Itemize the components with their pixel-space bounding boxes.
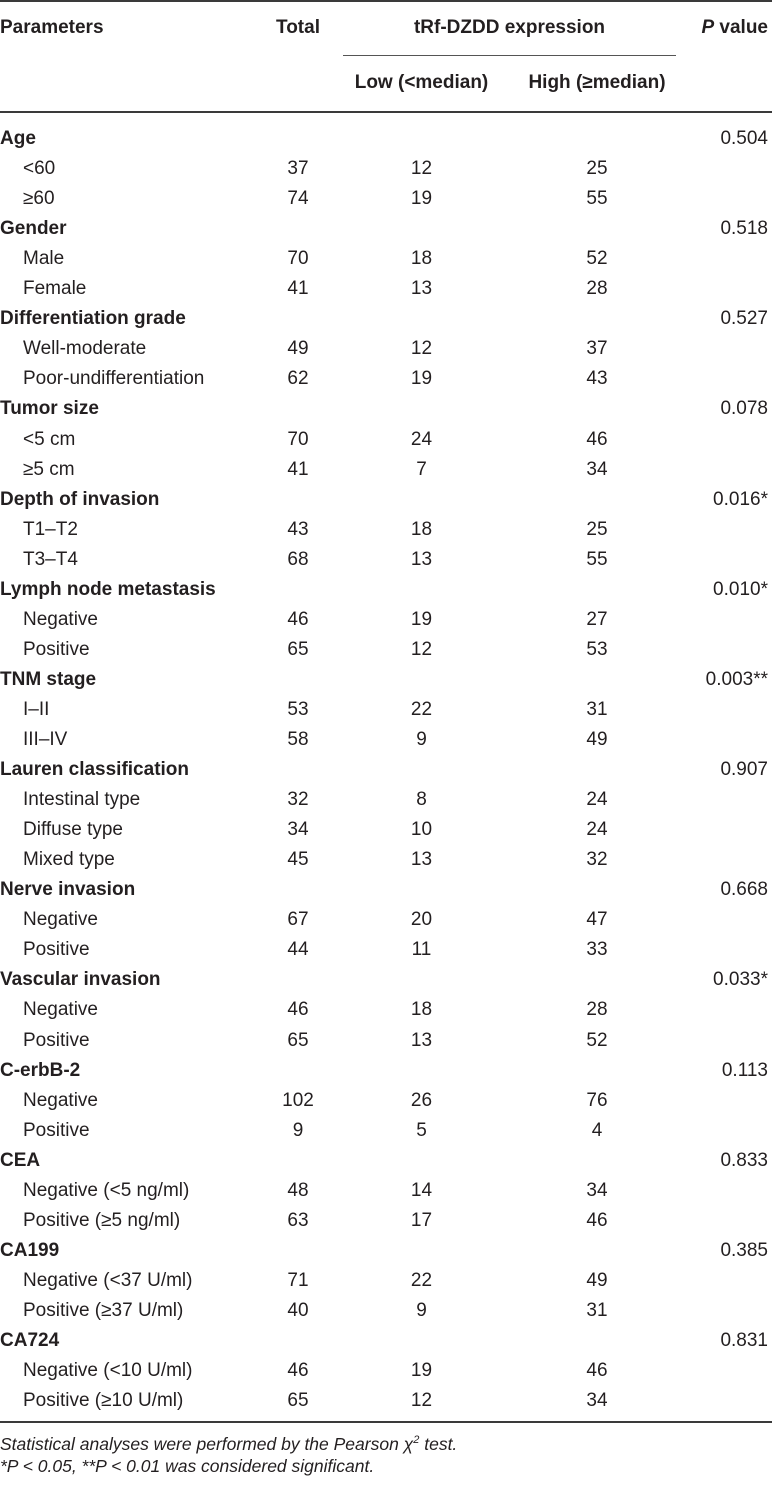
table-group-row bbox=[0, 1326, 772, 1356]
low-cell: 14 bbox=[410, 1179, 433, 1201]
table-row bbox=[0, 455, 772, 485]
row-label: ≥60 bbox=[23, 188, 55, 210]
table-row bbox=[0, 425, 772, 455]
group-label: CEA bbox=[0, 1149, 41, 1171]
footnote-text-after: test. bbox=[419, 1433, 458, 1454]
row-label: Negative bbox=[23, 608, 98, 630]
high-cell: 34 bbox=[586, 458, 608, 480]
total-cell: 46 bbox=[287, 999, 309, 1021]
row-label: Intestinal type bbox=[23, 789, 141, 811]
total-cell: 40 bbox=[287, 1299, 309, 1321]
table-row bbox=[0, 935, 772, 965]
low-cell bbox=[343, 304, 500, 334]
p-value-cell: 0.833 bbox=[720, 1149, 768, 1171]
group-label: Tumor size bbox=[0, 398, 99, 420]
group-label: Nerve invasion bbox=[0, 879, 136, 901]
high-cell bbox=[518, 575, 676, 605]
header-parameters: Parameters bbox=[0, 17, 104, 38]
low-cell: 7 bbox=[416, 458, 427, 480]
header-low: Low (<median) bbox=[354, 72, 489, 93]
p-value-cell: 0.003** bbox=[705, 668, 768, 690]
low-cell: 19 bbox=[410, 368, 433, 390]
high-cell bbox=[518, 1236, 676, 1266]
table-group-row bbox=[0, 1056, 772, 1086]
table-row bbox=[0, 364, 772, 394]
table-row bbox=[0, 1356, 772, 1386]
p-value-cell: 0.527 bbox=[720, 308, 768, 330]
high-cell bbox=[518, 665, 676, 695]
row-label: Positive (≥5 ng/ml) bbox=[23, 1209, 181, 1231]
low-cell: 12 bbox=[410, 338, 433, 360]
table-row bbox=[0, 184, 772, 214]
high-cell: 24 bbox=[586, 789, 608, 811]
high-cell: 53 bbox=[586, 638, 608, 660]
low-cell: 11 bbox=[411, 939, 432, 961]
row-label: Mixed type bbox=[23, 849, 115, 871]
high-cell bbox=[518, 124, 676, 154]
low-cell bbox=[343, 965, 500, 995]
low-cell: 12 bbox=[410, 158, 433, 180]
group-label: CA724 bbox=[0, 1330, 60, 1351]
high-cell: 24 bbox=[586, 819, 608, 841]
high-cell: 49 bbox=[586, 1269, 608, 1291]
group-label: TNM stage bbox=[0, 668, 97, 690]
low-cell: 13 bbox=[410, 849, 433, 871]
total-cell: 67 bbox=[287, 909, 309, 931]
table-group-row bbox=[0, 304, 772, 334]
low-cell bbox=[343, 875, 500, 905]
low-cell bbox=[343, 1146, 500, 1176]
total-cell: 32 bbox=[287, 789, 309, 811]
table-row bbox=[0, 1296, 772, 1326]
table-row bbox=[0, 515, 772, 545]
table-row bbox=[0, 695, 772, 725]
header-bottom-rule bbox=[0, 111, 772, 113]
high-cell: 25 bbox=[586, 158, 608, 180]
row-label: Well-moderate bbox=[23, 338, 147, 360]
high-cell bbox=[518, 1326, 676, 1356]
group-label: Depth of invasion bbox=[0, 488, 160, 510]
high-cell: 46 bbox=[586, 1360, 608, 1382]
low-cell: 17 bbox=[410, 1209, 433, 1231]
low-cell: 20 bbox=[410, 909, 433, 931]
group-label: C-erbB-2 bbox=[0, 1059, 81, 1081]
total-cell: 65 bbox=[287, 1390, 309, 1412]
row-label: Positive bbox=[23, 1029, 90, 1051]
low-cell: 9 bbox=[416, 729, 427, 750]
table-row bbox=[0, 274, 772, 304]
low-cell bbox=[343, 1326, 500, 1356]
low-cell: 12 bbox=[410, 638, 433, 660]
table-bottom-rule bbox=[0, 1421, 772, 1423]
total-cell bbox=[255, 394, 341, 424]
high-cell: 32 bbox=[586, 849, 608, 871]
header-p-value-text: value bbox=[714, 17, 768, 38]
low-cell: 18 bbox=[410, 999, 433, 1021]
total-cell bbox=[255, 124, 341, 154]
high-cell: 34 bbox=[586, 1390, 608, 1412]
high-cell: 55 bbox=[586, 548, 608, 570]
high-cell bbox=[518, 1056, 676, 1086]
high-cell: 4 bbox=[591, 1119, 603, 1141]
low-cell: 18 bbox=[410, 248, 433, 270]
table-group-row bbox=[0, 755, 772, 785]
chi-superscript: 2 bbox=[413, 1434, 420, 1446]
high-cell: 49 bbox=[586, 729, 608, 750]
table-row bbox=[0, 905, 772, 935]
table-row bbox=[0, 545, 772, 575]
total-cell bbox=[255, 965, 341, 995]
total-cell: 44 bbox=[287, 939, 309, 961]
low-cell bbox=[343, 214, 500, 244]
total-cell bbox=[255, 1236, 341, 1266]
total-cell: 102 bbox=[282, 1089, 314, 1111]
total-cell: 62 bbox=[287, 368, 309, 390]
low-cell: 22 bbox=[410, 698, 433, 720]
total-cell: 58 bbox=[287, 729, 309, 750]
total-cell: 9 bbox=[292, 1119, 304, 1141]
p-value-cell: 0.831 bbox=[720, 1330, 768, 1351]
high-cell: 34 bbox=[586, 1179, 608, 1201]
footnote-statistics bbox=[0, 1428, 457, 1456]
high-cell: 52 bbox=[586, 248, 608, 270]
footnote-text-before: Statistical analyses were performed by the Pearson bbox=[0, 1433, 404, 1454]
table-group-row bbox=[0, 124, 772, 154]
header-total: Total bbox=[276, 17, 320, 38]
table-row bbox=[0, 1386, 772, 1416]
row-label: Positive (≥10 U/ml) bbox=[23, 1390, 184, 1412]
p-value-cell: 0.078 bbox=[720, 398, 768, 420]
table-row bbox=[0, 815, 772, 845]
total-cell: 43 bbox=[287, 518, 309, 540]
group-label: Differentiation grade bbox=[0, 308, 186, 330]
p-value-cell: 0.907 bbox=[720, 759, 768, 781]
high-cell: 28 bbox=[586, 278, 608, 300]
header-expression-group: tRf-DZDD expression bbox=[413, 17, 606, 38]
table-group-row bbox=[0, 214, 772, 244]
table-row bbox=[0, 334, 772, 364]
table-row bbox=[0, 1116, 772, 1146]
high-cell bbox=[518, 755, 676, 785]
row-label: Negative bbox=[23, 909, 98, 931]
total-cell: 65 bbox=[287, 1029, 309, 1051]
high-cell: 31 bbox=[586, 698, 608, 720]
table-row bbox=[0, 635, 772, 665]
total-cell: 34 bbox=[287, 819, 309, 841]
high-cell: 37 bbox=[586, 338, 608, 360]
table-row bbox=[0, 845, 772, 875]
row-label: Positive bbox=[23, 1119, 90, 1141]
high-cell bbox=[518, 214, 676, 244]
low-cell: 8 bbox=[416, 789, 427, 811]
row-label: Male bbox=[23, 248, 65, 270]
low-cell bbox=[343, 575, 500, 605]
low-cell: 12 bbox=[410, 1390, 433, 1412]
high-cell: 55 bbox=[586, 188, 608, 210]
low-cell: 10 bbox=[410, 819, 433, 841]
low-cell: 19 bbox=[410, 608, 433, 630]
total-cell: 68 bbox=[287, 548, 309, 570]
total-cell bbox=[255, 575, 341, 605]
row-label: Positive bbox=[23, 939, 90, 961]
row-label: Negative (<37 U/ml) bbox=[23, 1269, 193, 1291]
low-cell: 22 bbox=[410, 1269, 433, 1291]
low-cell: 24 bbox=[410, 428, 433, 450]
header-group-rule bbox=[343, 55, 676, 56]
row-label: Positive (≥37 U/ml) bbox=[23, 1299, 184, 1321]
p-value-cell: 0.518 bbox=[720, 218, 768, 240]
table-group-row bbox=[0, 1236, 772, 1266]
table-group-row bbox=[0, 485, 772, 515]
group-label: CA199 bbox=[0, 1239, 60, 1261]
row-label: III–IV bbox=[23, 729, 68, 750]
total-cell: 41 bbox=[287, 458, 309, 480]
total-cell bbox=[255, 485, 341, 515]
high-cell: 52 bbox=[586, 1029, 608, 1051]
group-label: Age bbox=[0, 128, 36, 149]
table-group-row bbox=[0, 394, 772, 424]
table-row bbox=[0, 1026, 772, 1056]
total-cell: 46 bbox=[287, 608, 309, 630]
total-cell: 41 bbox=[287, 278, 309, 300]
low-cell bbox=[343, 1056, 500, 1086]
high-cell: 47 bbox=[586, 909, 608, 931]
high-cell: 76 bbox=[586, 1089, 608, 1111]
group-label: Vascular invasion bbox=[0, 969, 161, 991]
table-row bbox=[0, 1266, 772, 1296]
total-cell bbox=[255, 1056, 341, 1086]
chi-symbol: χ bbox=[403, 1433, 414, 1454]
table-group-row bbox=[0, 965, 772, 995]
row-label: I–II bbox=[23, 698, 50, 720]
total-cell: 46 bbox=[287, 1360, 309, 1382]
high-cell bbox=[518, 304, 676, 334]
table-row bbox=[0, 244, 772, 274]
high-cell: 31 bbox=[586, 1299, 608, 1321]
table-group-row bbox=[0, 665, 772, 695]
row-label: Diffuse type bbox=[23, 819, 123, 841]
p-value-cell: 0.385 bbox=[720, 1239, 768, 1261]
high-cell bbox=[518, 1146, 676, 1176]
group-label: Lymph node metastasis bbox=[0, 578, 216, 600]
row-label: T1–T2 bbox=[23, 518, 78, 540]
group-label: Gender bbox=[0, 218, 67, 240]
low-cell bbox=[343, 1236, 500, 1266]
low-cell bbox=[343, 124, 500, 154]
table-group-row bbox=[0, 575, 772, 605]
total-cell: 49 bbox=[287, 338, 309, 360]
p-value-cell: 0.113 bbox=[721, 1059, 768, 1081]
p-value-cell: 0.010* bbox=[713, 578, 768, 600]
group-label: Lauren classification bbox=[0, 759, 190, 781]
high-cell: 46 bbox=[586, 1209, 608, 1231]
total-cell bbox=[255, 304, 341, 334]
total-cell bbox=[255, 755, 341, 785]
row-label: Negative (<5 ng/ml) bbox=[23, 1179, 190, 1201]
table-row bbox=[0, 1206, 772, 1236]
row-label: T3–T4 bbox=[23, 548, 78, 570]
total-cell: 48 bbox=[287, 1179, 309, 1201]
total-cell bbox=[255, 1146, 341, 1176]
low-cell: 19 bbox=[410, 1360, 433, 1382]
high-cell: 25 bbox=[586, 518, 608, 540]
row-label: Female bbox=[23, 278, 87, 300]
low-cell: 26 bbox=[410, 1089, 433, 1111]
total-cell bbox=[255, 214, 341, 244]
table-row bbox=[0, 154, 772, 184]
header-high: High (≥median) bbox=[528, 72, 666, 93]
table-row bbox=[0, 725, 772, 755]
low-cell bbox=[343, 394, 500, 424]
total-cell bbox=[255, 665, 341, 695]
table-group-row bbox=[0, 875, 772, 905]
low-cell: 13 bbox=[410, 1029, 433, 1051]
p-value-cell: 0.504 bbox=[720, 128, 768, 149]
total-cell: 37 bbox=[287, 158, 309, 180]
row-label: Poor-undifferentiation bbox=[23, 368, 205, 390]
footnote-significance: *P < 0.05, **P < 0.01 was considered significant. bbox=[0, 1456, 375, 1476]
header-p-letter: P bbox=[701, 17, 715, 38]
row-label: Negative (<10 U/ml) bbox=[23, 1360, 193, 1382]
low-cell: 18 bbox=[410, 518, 433, 540]
p-value-cell: 0.033* bbox=[713, 969, 768, 991]
high-cell bbox=[518, 485, 676, 515]
header-p-value bbox=[701, 17, 768, 39]
total-cell: 71 bbox=[287, 1269, 309, 1291]
total-cell bbox=[255, 1326, 341, 1356]
total-cell: 53 bbox=[287, 698, 309, 720]
row-label: Negative bbox=[23, 999, 98, 1021]
low-cell: 19 bbox=[410, 188, 433, 210]
high-cell: 28 bbox=[586, 999, 608, 1021]
low-cell: 13 bbox=[410, 278, 433, 300]
table-row bbox=[0, 1176, 772, 1206]
table-row bbox=[0, 995, 772, 1025]
high-cell: 46 bbox=[586, 428, 608, 450]
table-row bbox=[0, 1086, 772, 1116]
total-cell: 63 bbox=[287, 1209, 309, 1231]
high-cell bbox=[518, 394, 676, 424]
high-cell: 27 bbox=[586, 608, 608, 630]
low-cell: 9 bbox=[416, 1299, 427, 1321]
table-row bbox=[0, 785, 772, 815]
total-cell bbox=[255, 875, 341, 905]
high-cell bbox=[518, 875, 676, 905]
row-label: <5 cm bbox=[23, 428, 76, 450]
low-cell bbox=[343, 665, 500, 695]
table-row bbox=[0, 605, 772, 635]
total-cell: 70 bbox=[287, 428, 309, 450]
table-top-rule bbox=[0, 0, 772, 2]
row-label: Negative bbox=[23, 1089, 98, 1111]
table-group-row bbox=[0, 1146, 772, 1176]
total-cell: 45 bbox=[287, 849, 309, 871]
total-cell: 74 bbox=[287, 188, 309, 210]
high-cell: 33 bbox=[586, 939, 608, 961]
low-cell bbox=[343, 755, 500, 785]
total-cell: 70 bbox=[287, 248, 309, 270]
p-value-cell: 0.668 bbox=[720, 879, 768, 901]
high-cell: 43 bbox=[586, 368, 608, 390]
low-cell bbox=[343, 485, 500, 515]
row-label: <60 bbox=[23, 158, 56, 180]
row-label: Positive bbox=[23, 638, 90, 660]
p-value-cell: 0.016* bbox=[713, 488, 768, 510]
row-label: ≥5 cm bbox=[23, 458, 75, 480]
total-cell: 65 bbox=[287, 638, 309, 660]
low-cell: 5 bbox=[416, 1119, 427, 1141]
low-cell: 13 bbox=[410, 548, 433, 570]
high-cell bbox=[518, 965, 676, 995]
